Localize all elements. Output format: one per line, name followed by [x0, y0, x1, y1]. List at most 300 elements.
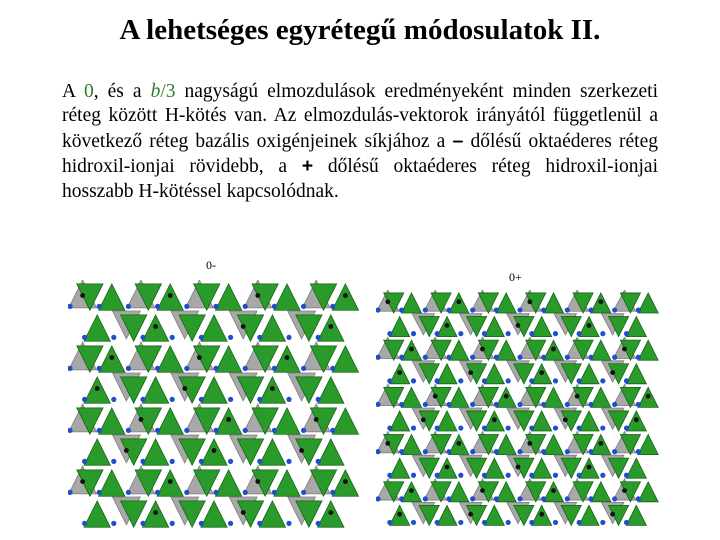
oxygen-atom: [411, 378, 416, 383]
oxygen-atom: [213, 428, 218, 433]
tetrahedron: [543, 435, 563, 455]
fraction-symbol: /3: [160, 81, 176, 102]
tetrahedron: [332, 346, 358, 372]
oxygen-atom: [213, 366, 218, 371]
oxygen-atom: [97, 304, 102, 309]
oxygen-atom: [97, 428, 102, 433]
hydroxyl-atom: [255, 293, 260, 298]
hydroxyl-atom: [299, 448, 304, 453]
oxygen-atom: [624, 473, 629, 478]
hydroxyl-atom: [563, 417, 568, 422]
oxygen-atom: [577, 425, 582, 430]
hydroxyl-atom: [610, 512, 615, 517]
hydroxyl-atom: [182, 386, 187, 391]
oxygen-atom: [565, 449, 570, 454]
tetrahedron: [437, 411, 457, 431]
b-symbol: b: [150, 81, 161, 102]
oxygen-atom: [565, 496, 570, 501]
oxygen-atom: [316, 521, 321, 526]
tetrahedron: [437, 364, 457, 384]
oxygen-atom: [541, 449, 546, 454]
hydroxyl-atom: [622, 347, 627, 352]
tetrahedron: [449, 340, 469, 360]
oxygen-atom: [517, 449, 522, 454]
hydroxyl-atom: [646, 394, 651, 399]
oxygen-atom: [458, 520, 463, 525]
oxygen-atom: [411, 331, 416, 336]
tetrahedron: [99, 470, 125, 496]
oxygen-atom: [301, 490, 306, 495]
oxygen-atom: [243, 304, 248, 309]
tetrahedron: [142, 439, 168, 465]
oxygen-atom: [213, 490, 218, 495]
tetrahedron: [638, 435, 658, 455]
tetrahedron: [543, 387, 563, 407]
oxygen-atom: [97, 490, 102, 495]
oxygen-atom: [446, 355, 451, 360]
hydroxyl-atom: [95, 386, 100, 391]
hydroxyl-atom: [527, 299, 532, 304]
oxygen-atom: [257, 521, 262, 526]
hydroxyl-atom: [328, 510, 333, 515]
hydroxyl-atom: [480, 347, 485, 352]
hydroxyl-atom: [516, 465, 521, 470]
oxygen-atom: [482, 520, 487, 525]
oxygen-atom: [140, 521, 145, 526]
hydroxyl-atom: [226, 417, 231, 422]
oxygen-atom: [600, 331, 605, 336]
oxygen-atom: [170, 397, 175, 402]
tetrahedron: [496, 293, 516, 313]
tetrahedron: [318, 377, 344, 403]
oxygen-atom: [184, 490, 189, 495]
oxygen-atom: [541, 496, 546, 501]
oxygen-atom: [199, 335, 204, 340]
oxygen-atom: [470, 496, 475, 501]
oxygen-atom: [553, 473, 558, 478]
hydroxyl-atom: [241, 324, 246, 329]
tetrahedron: [591, 340, 611, 360]
hydroxyl-atom: [80, 293, 85, 298]
oxygen-atom: [243, 490, 248, 495]
oxygen-atom: [387, 425, 392, 430]
oxygen-atom: [529, 473, 534, 478]
oxygen-atom: [423, 307, 428, 312]
tetrahedron: [332, 408, 358, 434]
hydroxyl-atom: [504, 394, 509, 399]
hydroxyl-atom: [468, 512, 473, 517]
oxygen-atom: [553, 425, 558, 430]
oxygen-atom: [286, 397, 291, 402]
oxygen-atom: [494, 355, 499, 360]
oxygen-atom: [140, 459, 145, 464]
oxygen-atom: [612, 496, 617, 501]
right-figure-label: 0+: [509, 270, 522, 284]
tetrahedron: [626, 364, 646, 384]
oxygen-atom: [184, 366, 189, 371]
hydroxyl-atom: [598, 441, 603, 446]
oxygen-atom: [435, 331, 440, 336]
left-figure-label: 0-: [206, 258, 216, 272]
hydroxyl-atom: [527, 441, 532, 446]
oxygen-atom: [286, 459, 291, 464]
oxygen-atom: [577, 378, 582, 383]
oxygen-atom: [517, 402, 522, 407]
tetrahedron: [157, 346, 183, 372]
plus-symbol: +: [301, 155, 314, 178]
oxygen-atom: [470, 307, 475, 312]
oxygen-atom: [330, 428, 335, 433]
oxygen-atom: [636, 496, 641, 501]
hydroxyl-atom: [314, 417, 319, 422]
tetrahedron: [390, 411, 410, 431]
tetrahedron: [532, 411, 552, 431]
oxygen-atom: [517, 355, 522, 360]
oxygen-atom: [286, 521, 291, 526]
tetrahedron: [484, 364, 504, 384]
oxygen-atom: [458, 378, 463, 383]
oxygen-atom: [423, 355, 428, 360]
oxygen-atom: [588, 402, 593, 407]
oxygen-atom: [600, 520, 605, 525]
tetrahedron: [579, 505, 599, 525]
tetrahedron: [401, 293, 421, 313]
tetrahedron: [437, 505, 457, 525]
oxygen-atom: [111, 397, 116, 402]
tetrahedron: [496, 482, 516, 502]
oxygen-atom: [82, 335, 87, 340]
oxygen-atom: [126, 366, 131, 371]
oxygen-atom: [228, 521, 233, 526]
oxygen-atom: [624, 520, 629, 525]
tetrahedron: [259, 315, 285, 341]
hydroxyl-atom: [139, 417, 144, 422]
oxygen-atom: [458, 425, 463, 430]
oxygen-atom: [612, 307, 617, 312]
oxygen-atom: [111, 459, 116, 464]
tetrahedron: [626, 458, 646, 478]
oxygen-atom: [243, 366, 248, 371]
oxygen-atom: [272, 428, 277, 433]
oxygen-atom: [588, 307, 593, 312]
tetrahedron: [543, 293, 563, 313]
tetrahedron: [638, 482, 658, 502]
tetrahedron: [215, 346, 241, 372]
oxygen-atom: [257, 335, 262, 340]
hydroxyl-atom: [397, 512, 402, 517]
oxygen-atom: [423, 496, 428, 501]
oxygen-atom: [301, 304, 306, 309]
tetrahedron: [84, 501, 110, 527]
tetrahedron: [626, 505, 646, 525]
hydroxyl-atom: [587, 323, 592, 328]
hydroxyl-atom: [456, 441, 461, 446]
oxygen-atom: [600, 425, 605, 430]
hydroxyl-atom: [168, 293, 173, 298]
hydroxyl-atom: [634, 417, 639, 422]
oxygen-atom: [199, 397, 204, 402]
oxygen-atom: [82, 397, 87, 402]
hydroxyl-atom: [343, 479, 348, 484]
oxygen-atom: [506, 425, 511, 430]
oxygen-atom: [588, 496, 593, 501]
oxygen-atom: [506, 473, 511, 478]
hydroxyl-atom: [409, 488, 414, 493]
hydroxyl-atom: [539, 370, 544, 375]
structure-figure-right: [376, 290, 660, 526]
tetrahedron: [532, 458, 552, 478]
oxygen-atom: [624, 378, 629, 383]
oxygen-atom: [330, 490, 335, 495]
hydroxyl-atom: [328, 324, 333, 329]
oxygen-atom: [301, 428, 306, 433]
tetrahedron: [259, 439, 285, 465]
tetrahedron: [84, 439, 110, 465]
minus-symbol: –: [452, 129, 464, 152]
oxygen-atom: [482, 331, 487, 336]
hydroxyl-atom: [212, 448, 217, 453]
tetrahedron: [215, 284, 241, 310]
oxygen-atom: [228, 397, 233, 402]
hydroxyl-atom: [539, 512, 544, 517]
tetrahedron: [259, 501, 285, 527]
oxygen-atom: [228, 335, 233, 340]
oxygen-atom: [399, 355, 404, 360]
body-paragraph: [62, 80, 658, 204]
tetrahedron: [201, 501, 227, 527]
oxygen-atom: [97, 366, 102, 371]
tetrahedron: [390, 458, 410, 478]
oxygen-atom: [111, 335, 116, 340]
tetrahedron: [201, 315, 227, 341]
oxygen-atom: [316, 397, 321, 402]
oxygen-atom: [494, 496, 499, 501]
oxygen-atom: [577, 473, 582, 478]
oxygen-atom: [155, 428, 160, 433]
structure-figure-left: [68, 280, 360, 528]
hydroxyl-atom: [153, 324, 158, 329]
oxygen-atom: [411, 425, 416, 430]
text-run: , és a: [93, 81, 151, 102]
oxygen-atom: [494, 307, 499, 312]
tetrahedron: [201, 377, 227, 403]
hydroxyl-atom: [270, 386, 275, 391]
tetrahedron: [449, 482, 469, 502]
hydroxyl-atom: [456, 299, 461, 304]
oxygen-atom: [140, 335, 145, 340]
oxygen-atom: [184, 428, 189, 433]
tetrahedron: [591, 482, 611, 502]
hydroxyl-atom: [343, 293, 348, 298]
tetrahedron: [484, 505, 504, 525]
oxygen-atom: [494, 402, 499, 407]
oxygen-atom: [213, 304, 218, 309]
hydroxyl-atom: [385, 441, 390, 446]
tetrahedron: [496, 435, 516, 455]
tetrahedron: [84, 315, 110, 341]
oxygen-atom: [126, 490, 131, 495]
oxygen-atom: [636, 307, 641, 312]
oxygen-atom: [301, 366, 306, 371]
oxygen-atom: [494, 449, 499, 454]
oxygen-atom: [111, 521, 116, 526]
oxygen-atom: [446, 307, 451, 312]
text-run: dőlésű oktaéderes réteg hidroxil-ionjai rövidebb, a: [62, 130, 658, 178]
oxygen-atom: [411, 473, 416, 478]
oxygen-atom: [435, 473, 440, 478]
tetrahedron: [401, 387, 421, 407]
oxygen-atom: [529, 425, 534, 430]
hydroxyl-atom: [409, 347, 414, 352]
oxygen-atom: [257, 397, 262, 402]
oxygen-atom: [330, 366, 335, 371]
oxygen-atom: [612, 402, 617, 407]
tetrahedron: [401, 435, 421, 455]
oxygen-atom: [541, 307, 546, 312]
tetrahedron: [579, 411, 599, 431]
oxygen-atom: [387, 473, 392, 478]
oxygen-atom: [82, 459, 87, 464]
tetrahedron: [532, 317, 552, 337]
oxygen-atom: [155, 490, 160, 495]
hydroxyl-atom: [255, 479, 260, 484]
oxygen-atom: [636, 355, 641, 360]
oxygen-atom: [529, 378, 534, 383]
tetrahedron: [579, 364, 599, 384]
oxygen-atom: [517, 496, 522, 501]
oxygen-atom: [330, 304, 335, 309]
hydroxyl-atom: [598, 299, 603, 304]
oxygen-atom: [316, 459, 321, 464]
hydroxyl-atom: [197, 355, 202, 360]
oxygen-atom: [387, 331, 392, 336]
hydroxyl-atom: [492, 417, 497, 422]
oxygen-atom: [588, 449, 593, 454]
oxygen-atom: [612, 355, 617, 360]
oxygen-atom: [506, 378, 511, 383]
oxygen-atom: [399, 402, 404, 407]
tetrahedron: [484, 317, 504, 337]
hydroxyl-atom: [80, 479, 85, 484]
tetrahedron: [99, 408, 125, 434]
oxygen-atom: [624, 425, 629, 430]
hydroxyl-atom: [516, 323, 521, 328]
hydroxyl-atom: [587, 465, 592, 470]
oxygen-atom: [435, 520, 440, 525]
tetrahedron: [215, 470, 241, 496]
tetrahedron: [496, 340, 516, 360]
oxygen-atom: [316, 335, 321, 340]
hydroxyl-atom: [285, 355, 290, 360]
oxygen-atom: [399, 449, 404, 454]
oxygen-atom: [470, 449, 475, 454]
oxygen-atom: [170, 335, 175, 340]
oxygen-atom: [565, 355, 570, 360]
tetrahedron: [274, 408, 300, 434]
tetrahedron: [591, 387, 611, 407]
hydroxyl-atom: [445, 465, 450, 470]
oxygen-atom: [624, 331, 629, 336]
oxygen-atom: [155, 304, 160, 309]
oxygen-atom: [482, 378, 487, 383]
oxygen-atom: [423, 449, 428, 454]
oxygen-atom: [553, 520, 558, 525]
oxygen-atom: [399, 496, 404, 501]
oxygen-atom: [170, 521, 175, 526]
tetrahedron: [638, 340, 658, 360]
hydroxyl-atom: [480, 488, 485, 493]
tetrahedron: [142, 377, 168, 403]
hydroxyl-atom: [153, 510, 158, 515]
hydroxyl-atom: [397, 370, 402, 375]
oxygen-atom: [272, 304, 277, 309]
oxygen-atom: [286, 335, 291, 340]
oxygen-atom: [636, 402, 641, 407]
oxygen-atom: [446, 402, 451, 407]
hydroxyl-atom: [124, 448, 129, 453]
tetrahedron: [157, 408, 183, 434]
oxygen-atom: [600, 378, 605, 383]
oxygen-atom: [506, 331, 511, 336]
hydroxyl-atom: [421, 417, 426, 422]
text-run: dőlésű oktaéderes réteg hidroxil-ionjai hosszabb H-kötéssel kapcsolódnak.: [62, 156, 658, 202]
oxygen-atom: [553, 378, 558, 383]
tetrahedron: [638, 293, 658, 313]
oxygen-atom: [458, 331, 463, 336]
oxygen-atom: [577, 331, 582, 336]
oxygen-atom: [565, 402, 570, 407]
oxygen-atom: [529, 520, 534, 525]
oxygen-atom: [482, 473, 487, 478]
oxygen-atom: [170, 459, 175, 464]
tetrahedron: [484, 458, 504, 478]
oxygen-atom: [600, 473, 605, 478]
hydroxyl-atom: [168, 479, 173, 484]
hydroxyl-atom: [468, 370, 473, 375]
oxygen-atom: [470, 402, 475, 407]
page-title: A lehetséges egyrétegű módosulatok II.: [119, 14, 601, 46]
oxygen-atom: [243, 428, 248, 433]
oxygen-atom: [482, 425, 487, 430]
oxygen-atom: [184, 304, 189, 309]
oxygen-atom: [553, 331, 558, 336]
tetrahedron: [99, 284, 125, 310]
oxygen-atom: [435, 378, 440, 383]
tetrahedron: [449, 387, 469, 407]
oxygen-atom: [458, 473, 463, 478]
hydroxyl-atom: [551, 347, 556, 352]
oxygen-atom: [577, 520, 582, 525]
oxygen-atom: [126, 428, 131, 433]
oxygen-atom: [541, 402, 546, 407]
oxygen-atom: [470, 355, 475, 360]
oxygen-atom: [517, 307, 522, 312]
oxygen-atom: [272, 490, 277, 495]
oxygen-atom: [228, 459, 233, 464]
zero-symbol: 0: [84, 81, 94, 102]
oxygen-atom: [155, 366, 160, 371]
tetrahedron: [274, 470, 300, 496]
hydroxyl-atom: [433, 394, 438, 399]
text-run: A: [62, 81, 85, 102]
oxygen-atom: [446, 449, 451, 454]
oxygen-atom: [399, 307, 404, 312]
text-run: nagyságú elmozdulások eredményeként minden szerkezeti réteg között H-kötés van. Az elmozdulás-vektorok irányától függetlenül a következő réteg bazális oxigénjeinek síkjához a: [62, 81, 658, 152]
oxygen-atom: [423, 402, 428, 407]
oxygen-atom: [82, 521, 87, 526]
oxygen-atom: [636, 449, 641, 454]
tetrahedron: [274, 284, 300, 310]
